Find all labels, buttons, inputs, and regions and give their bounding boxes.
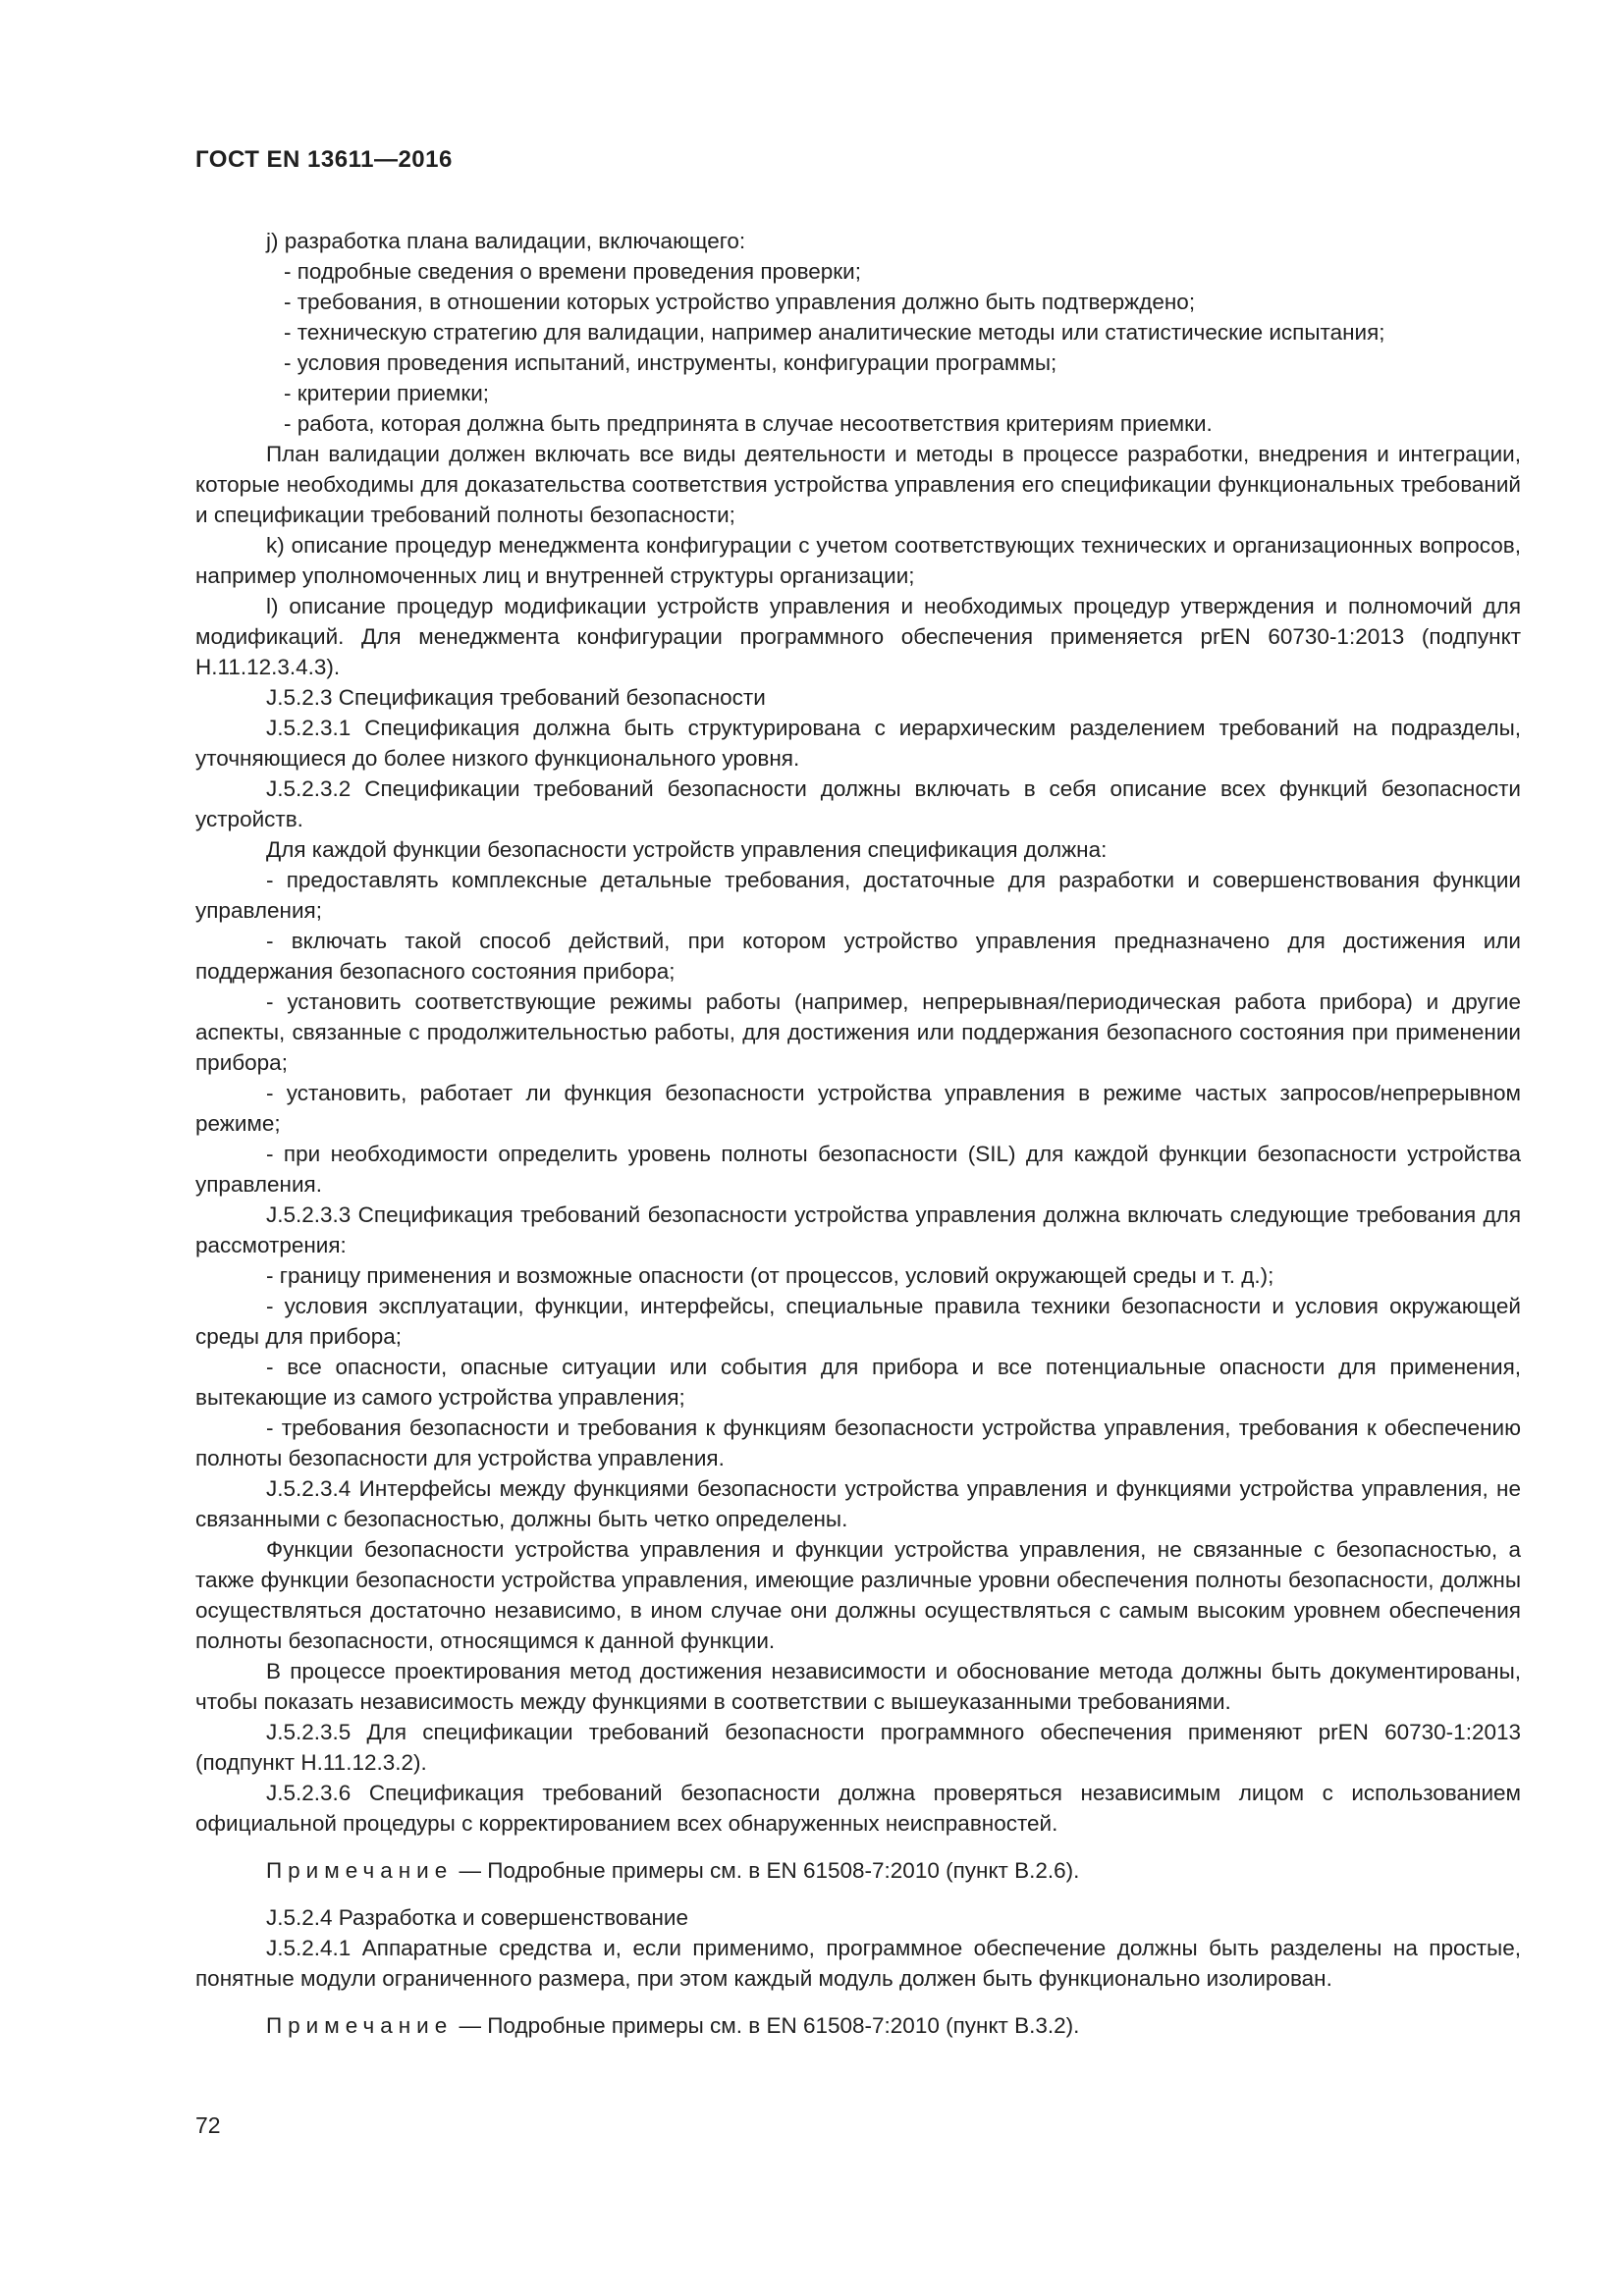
dash-list-item: - при необходимости определить уровень полноты безопасности (SIL) для каждой функции безопасности устройства управления. [195,1142,1521,1197]
dash-list-item: - условия эксплуатации, функции, интерфейсы, специальные правила техники безопасности и условия окружающей среды для прибора; [195,1294,1521,1349]
sub-list-item: - работа, которая должна быть предпринята в случае несоответствия критериям приемки. [284,411,1213,436]
clause: J.5.2.3.4 Интерфейсы между функциями безопасности устройства управления и функциями устройства управления, не связанными с безопасностью, должны быть четко определены. [195,1476,1521,1531]
dash-list-item: - все опасности, опасные ситуации или события для прибора и все потенциальные опасности для применения, вытекающие из самого устройства управления; [195,1355,1521,1410]
note [195,2010,1521,2041]
list-item-j: j) разработка плана валидации, включающего: [266,229,746,253]
dash-list-item: - установить, работает ли функция безопасности устройства управления в режиме частых запросов/непрерывном режиме; [195,1081,1521,1136]
note [195,1855,1521,1886]
dash-list-item: - требования безопасности и требования к функциям безопасности устройства управления, требования к обеспечению полноты безопасности для устройства управления. [195,1415,1521,1470]
list-item-k: k) описание процедур менеджмента конфигурации с учетом соответствующих технических и организационных вопросов, например уполномоченных лиц и внутренней структуры организации; [195,533,1521,588]
document-body [195,226,1521,2041]
note-label: Примечание [266,1858,454,1883]
page-number: 72 [195,2112,221,2138]
clause: J.5.2.4.1 Аппаратные средства и, если применимо, программное обеспечение должны быть разделены на простые, понятные модули ограниченного размера, при этом каждый модуль должен быть функционально изолирован. [195,1936,1521,1991]
sub-list-item: - техническую стратегию для валидации, например аналитические методы или статистические испытания; [284,320,1385,345]
clause: J.5.2.3.5 Для спецификации требований безопасности программного обеспечения применяют prEN 60730-1:2013 (подпункт H.11.12.3.2). [195,1720,1521,1775]
clause: J.5.2.3.1 Спецификация должна быть структурирована с иерархическим разделением требований на подразделы, уточняющиеся до более низкого функционального уровня. [195,716,1521,771]
paragraph: Функции безопасности устройства управления и функции устройства управления, не связанные с безопасностью, а также функции безопасности устройства управления, имеющие различные уровни обеспечения полноты безопасности, должны осуществляться достаточно независимо, в ином случае они должны осуществляться с самым высоким уровнем обеспечения полноты безопасности, относящимся к данной функции. [195,1537,1521,1653]
sub-list-item: - критерии приемки; [284,381,490,405]
paragraph: В процессе проектирования метод достижения независимости и обоснование метода должны быть документированы, чтобы показать независимость между функциями в соответствии с вышеуказанными требованиями. [195,1659,1521,1714]
note-label: Примечание [266,2013,454,2038]
dash-list-item: - включать такой способ действий, при котором устройство управления предназначено для достижения или поддержания безопасного состояния прибора; [195,929,1521,984]
dash-list-item: - предоставлять комплексные детальные требования, достаточные для разработки и совершенствования функции управления; [195,868,1521,923]
paragraph: План валидации должен включать все виды деятельности и методы в процессе разработки, внедрения и интеграции, которые необходимы для доказательства соответствия устройства управления его спецификации функциональных требований и спецификации требований полноты безопасности; [195,442,1521,527]
sub-list-item: - требования, в отношении которых устройство управления должно быть подтверждено; [284,290,1196,314]
list-item-l: l) описание процедур модификации устройств управления и необходимых процедур утверждения и полномочий для модификаций. Для менеджмента конфигурации программного обеспечения применяется prEN 60730-1:2013 (подпункт H.11.12.3.4.3). [195,594,1521,679]
paragraph: Для каждой функции безопасности устройств управления спецификация должна: [266,837,1108,862]
dash-list-item: - установить соответствующие режимы работы (например, непрерывная/периодическая работа прибора) и другие аспекты, связанные с продолжительностью работы, для достижения или поддержания безопасного состояния при применении прибора; [195,989,1521,1075]
note-text: — Подробные примеры см. в EN 61508-7:2010 (пункт B.3.2). [459,2013,1080,2038]
sub-list-item: - условия проведения испытаний, инструменты, конфигурации программы; [284,350,1057,375]
note-text: — Подробные примеры см. в EN 61508-7:2010 (пункт B.2.6). [459,1858,1080,1883]
section-heading: J.5.2.3 Спецификация требований безопасности [266,685,766,710]
clause: J.5.2.3.2 Спецификации требований безопасности должны включать в себя описание всех функций безопасности устройств. [195,776,1521,831]
section-heading: J.5.2.4 Разработка и совершенствование [266,1905,689,1930]
document-header: ГОСТ EN 13611—2016 [195,146,453,173]
clause: J.5.2.3.6 Спецификация требований безопасности должна проверяться независимым лицом с использованием официальной процедуры с корректированием всех обнаруженных неисправностей. [195,1781,1521,1836]
clause: J.5.2.3.3 Спецификация требований безопасности устройства управления должна включать следующие требования для рассмотрения: [195,1202,1521,1257]
dash-list-item: - границу применения и возможные опасности (от процессов, условий окружающей среды и т. д.); [266,1263,1274,1288]
sub-list-item: - подробные сведения о времени проведения проверки; [284,259,861,284]
